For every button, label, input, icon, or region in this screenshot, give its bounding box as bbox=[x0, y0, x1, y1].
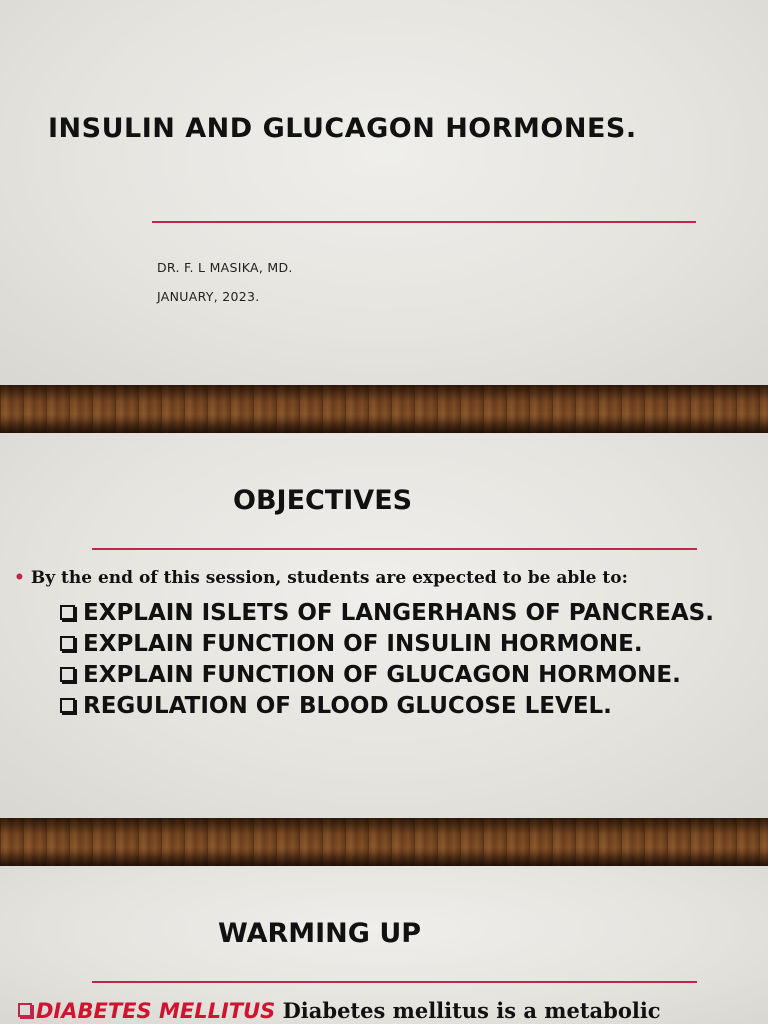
presentation-title: INSULIN AND GLUCAGON HORMONES. bbox=[48, 113, 637, 144]
wood-floor-band bbox=[0, 818, 768, 866]
checkbox-bullet-icon bbox=[60, 605, 75, 620]
checkbox-bullet-icon bbox=[60, 667, 75, 682]
definition-text: Diabetes mellitus is a metabolic bbox=[282, 998, 661, 1023]
list-item bbox=[60, 691, 750, 722]
checkbox-bullet-icon bbox=[60, 698, 75, 713]
presentation-date: JANUARY, 2023. bbox=[157, 289, 260, 304]
wood-floor-band bbox=[0, 385, 768, 433]
list-item bbox=[60, 629, 750, 660]
objective-text: EXPLAIN FUNCTION OF INSULIN HORMONE. bbox=[83, 631, 643, 657]
definition-line bbox=[18, 998, 661, 1023]
title-divider bbox=[152, 221, 696, 223]
author-name: DR. F. L MASIKA, MD. bbox=[157, 260, 293, 275]
objective-text: EXPLAIN ISLETS OF LANGERHANS OF PANCREAS. bbox=[83, 600, 714, 626]
slide-heading: OBJECTIVES bbox=[233, 485, 413, 516]
checkbox-bullet-icon bbox=[60, 636, 75, 651]
objective-text: EXPLAIN FUNCTION OF GLUCAGON HORMONE. bbox=[83, 662, 681, 688]
slide-title-page bbox=[0, 0, 768, 385]
bullet-dot-icon: • bbox=[14, 568, 25, 588]
objective-text: REGULATION OF BLOOD GLUCOSE LEVEL. bbox=[83, 693, 612, 719]
term-highlight: DIABETES MELLITUS bbox=[36, 999, 276, 1023]
objectives-list bbox=[60, 598, 750, 722]
list-item bbox=[60, 660, 750, 691]
intro-text: By the end of this session, students are expected to be able to: bbox=[30, 568, 628, 588]
slide-heading: WARMING UP bbox=[218, 918, 422, 949]
heading-divider bbox=[92, 981, 697, 983]
checkbox-bullet-icon bbox=[18, 1003, 32, 1017]
objectives-intro bbox=[14, 568, 628, 588]
heading-divider bbox=[92, 548, 697, 550]
list-item bbox=[60, 598, 750, 629]
